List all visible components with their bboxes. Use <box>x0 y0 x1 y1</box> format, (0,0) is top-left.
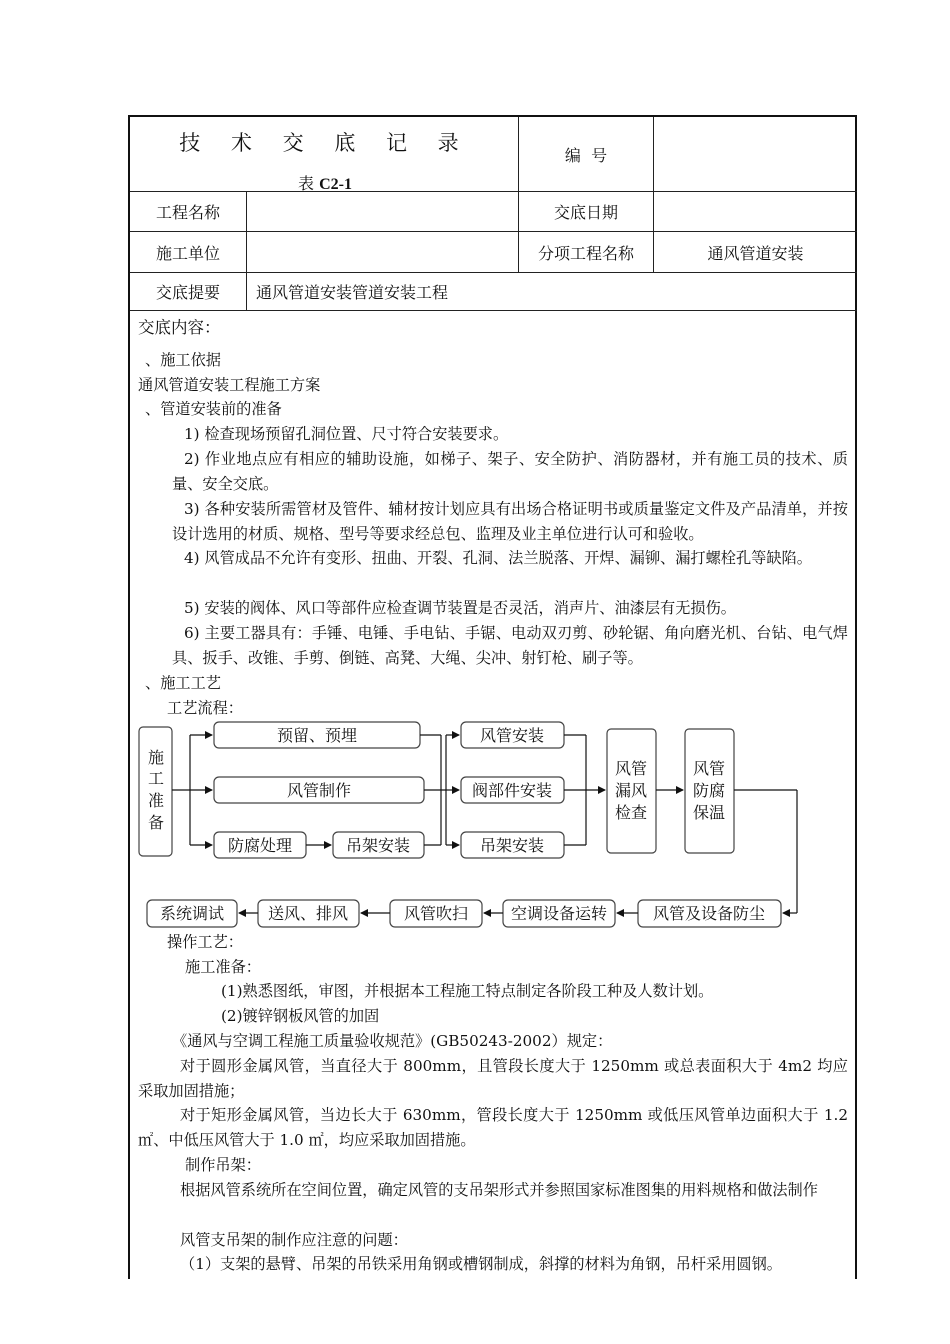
form-code: 表 C2-1 <box>298 174 352 193</box>
anticorr-label: 防腐处理 <box>227 836 293 855</box>
prep-item-2: 2) 作业地点应有相应的辅助设施，如梯子、架子、安全防护、消防器材，并有施工员的技术、质量、安全交底。 <box>172 450 848 493</box>
insulate-label: 保温 <box>692 803 726 822</box>
leak-label: 风管 <box>614 759 648 778</box>
dust-label: 风管及设备防尘 <box>652 904 766 923</box>
prep-step-2: (2)镀锌钢板风管的加固 <box>221 1007 380 1025</box>
make-label: 风管制作 <box>286 781 352 800</box>
supply-label: 送风、排风 <box>267 904 349 923</box>
section-1-heading: 、施工依据 <box>145 351 221 369</box>
section-3-heading: 、施工工艺 <box>145 674 221 692</box>
contractor-label: 施工单位 <box>155 243 220 263</box>
operation-label: 操作工艺： <box>167 933 243 951</box>
section-1-text: 通风管道安装工程施工方案 <box>138 376 321 394</box>
section-2-heading: 、管道安装前的准备 <box>145 400 282 418</box>
start-char: 施 <box>147 748 165 767</box>
issue-1: （1）支架的悬臂、吊架的吊铁采用角钢或槽钢制成，斜撑的材料为角钢，吊杆采用圆钢。 <box>180 1255 782 1273</box>
issues-label: 风管支吊架的制作应注意的问题： <box>180 1231 408 1249</box>
number-label: 编 号 <box>564 145 608 165</box>
summary-value: 通风管道安装管道安装工程 <box>256 283 449 302</box>
round-duct-rule: 对于圆形金属风管，当直径大于 800mm，且管段长度大于 1250mm 或总表面积大于 4m2 均应采取加固措施； <box>138 1057 848 1100</box>
duct-install-label: 风管安装 <box>479 726 545 745</box>
form-title: 技 术 交 底 记 录 <box>179 131 471 155</box>
prep-item-4: 4) 风管成品不允许有变形、扭曲、开裂、孔洞、法兰脱落、开焊、漏铆、漏打螺栓孔等缺陷。 <box>184 549 812 567</box>
hanger-label: 制作吊架： <box>185 1156 261 1174</box>
insulate-label: 防腐 <box>692 781 726 800</box>
hanger-install-label: 吊架安装 <box>345 836 411 855</box>
date-label: 交底日期 <box>553 203 618 222</box>
flow-label: 工艺流程： <box>167 699 243 717</box>
spec-reference: 《通风与空调工程施工质量验收规范》(GB50243-2002）规定： <box>172 1032 613 1050</box>
rect-duct-rule: 对于矩形金属风管，当边长大于 630mm，管段长度大于 1250mm 或低压风管单边面积大于 1.2 ㎡、中低压风管大于 1.0 ㎡，均应采取加固措施。 <box>138 1106 848 1149</box>
ac-run-label: 空调设备运转 <box>510 904 608 923</box>
start-char: 备 <box>147 813 165 832</box>
prep-item-3: 3) 各种安装所需管材及管件、辅材按计划应具有出场合格证明书或质量鉴定文件及产品清单，并按设计选用的材质、规格、型号等要求经总包、监理及业主单位进行认可和验收。 <box>172 500 848 543</box>
project-name-label: 工程名称 <box>155 203 220 222</box>
subitem-value: 通风管道安装 <box>707 243 804 263</box>
reserve-label: 预留、预埋 <box>276 726 358 745</box>
insulate-label: 风管 <box>692 759 726 778</box>
prep-label: 施工准备： <box>185 958 261 976</box>
leak-label: 漏风 <box>614 781 648 800</box>
start-char: 准 <box>147 791 165 810</box>
valve-install-label: 阀部件安装 <box>471 781 553 800</box>
blow-label: 风管吹扫 <box>403 904 469 923</box>
start-char: 工 <box>147 769 165 788</box>
leak-label: 检查 <box>614 803 648 822</box>
content-heading: 交底内容： <box>138 318 221 337</box>
subitem-label: 分项工程名称 <box>537 243 634 263</box>
prep-item-5: 5) 安装的阀体、风口等部件应检查调节装置是否灵活，消声片、油漆层有无损伤。 <box>184 599 736 617</box>
prep-item-1: 1) 检查现场预留孔洞位置、尺寸符合安装要求。 <box>184 425 509 443</box>
hanger-text: 根据风管系统所在空间位置，确定风管的支吊架形式并参照国家标准图集的用料规格和做法制作 <box>180 1181 818 1199</box>
prep-item-6: 6) 主要工器具有：手锤、电锤、手电钻、手锯、电动双刃剪、砂轮锯、角向磨光机、台钻、电气焊具、扳手、改锥、手剪、倒链、高凳、大绳、尖冲、射钉枪、刷子等。 <box>172 624 848 667</box>
debug-label: 系统调试 <box>159 904 225 923</box>
prep-step-1: (1)熟悉图纸，审图，并根据本工程施工特点制定各阶段工种及人数计划。 <box>221 982 714 1000</box>
hanger-install2-label: 吊架安装 <box>479 836 545 855</box>
summary-label: 交底提要 <box>155 283 220 302</box>
